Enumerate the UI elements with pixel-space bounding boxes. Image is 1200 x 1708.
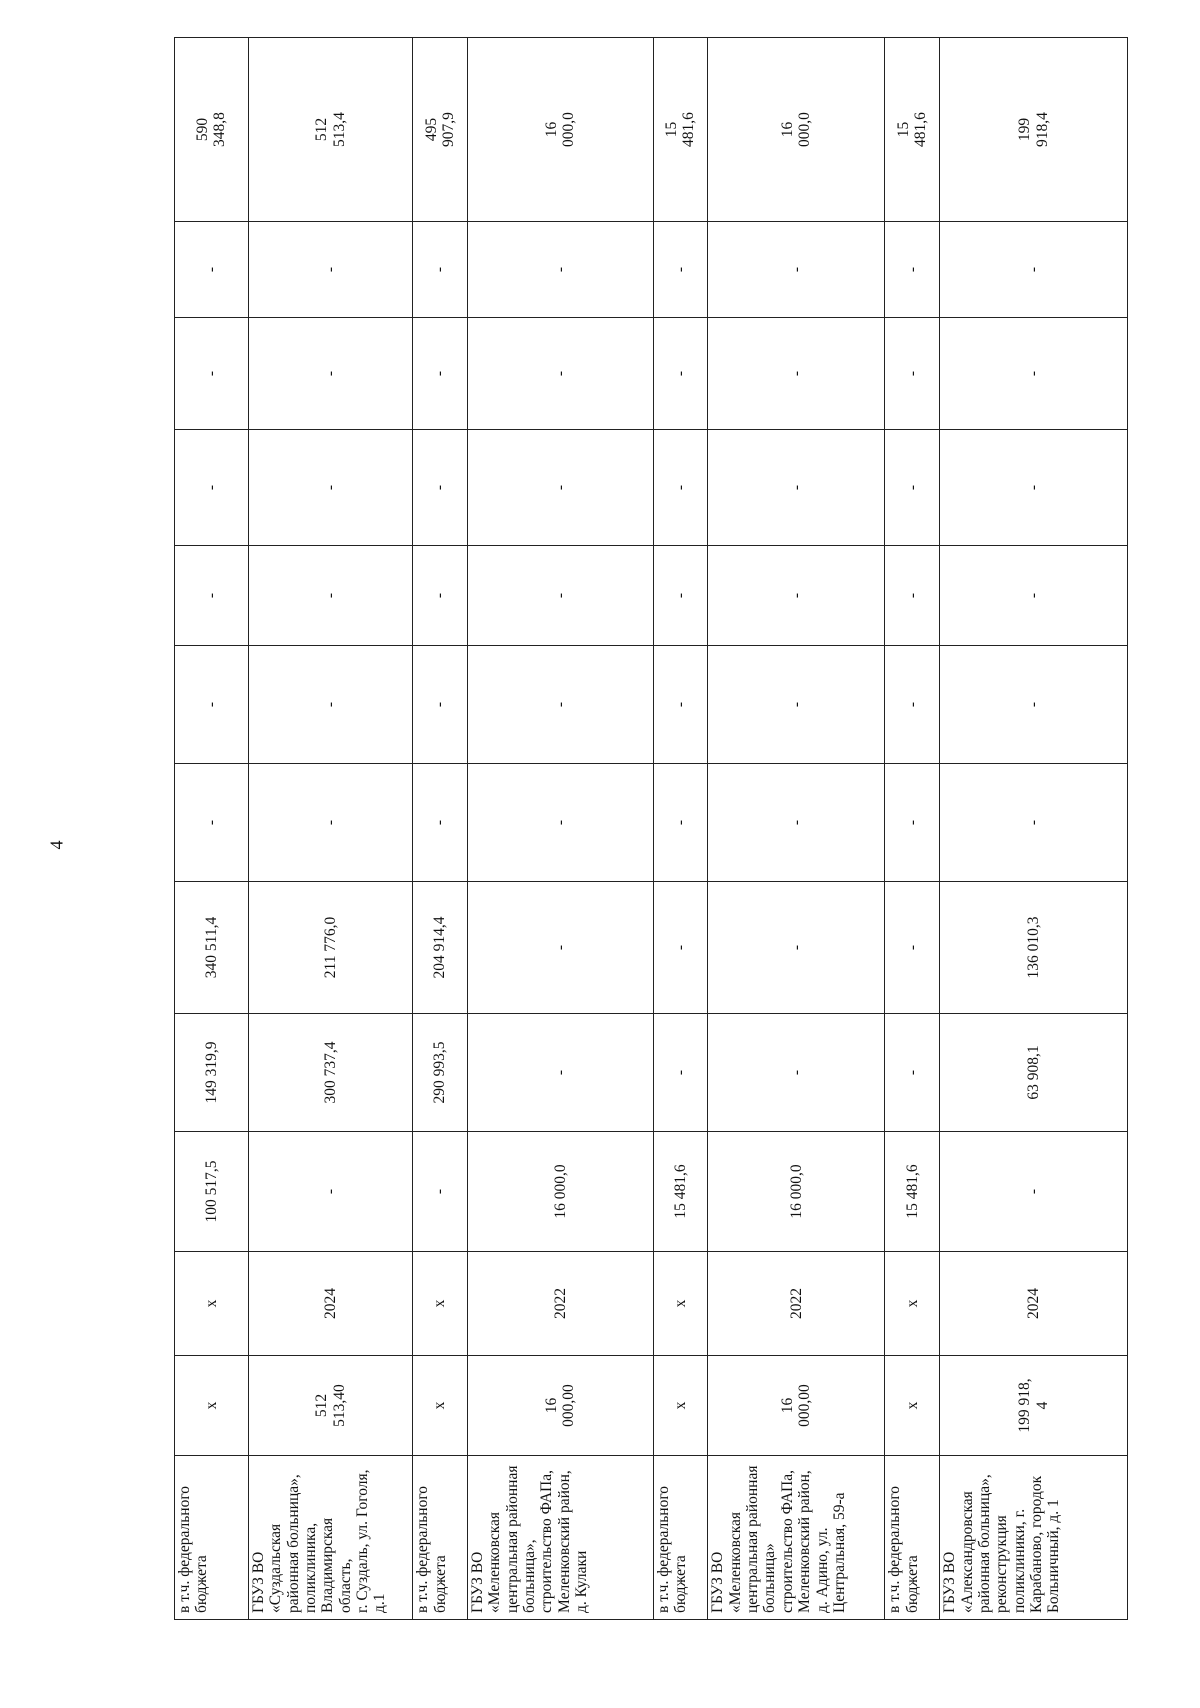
value-2024-cell [413,882,468,1014]
value-2024: 340 511,4 [202,916,220,979]
table-row [413,38,468,1620]
value-col-5: - [671,370,689,377]
total-cell [175,38,249,222]
value-col-4-cell [708,430,885,546]
value-col-4-cell [413,430,468,546]
object-name-cell [940,1456,1128,1620]
value-col-3: - [787,592,805,599]
value-col-6: - [202,266,220,273]
value-2024-cell [248,882,412,1014]
value-2023: - [551,1069,569,1076]
value-col-5: - [431,370,449,377]
value-col-5: - [903,370,921,377]
year-value: 2022 [551,1288,569,1319]
capacity-cell [885,1356,940,1456]
page-number: 4 [46,840,67,850]
value-col-4-cell [248,430,412,546]
value-2022: 100 517,5 [202,1160,220,1223]
value-col-3-cell [885,546,940,646]
value-col-5: - [551,370,569,377]
value-col-5-cell [468,318,654,430]
value-col-2-cell [175,646,249,764]
value-col-4-cell [885,430,940,546]
capacity-value: 199 918, 4 [1016,1378,1051,1433]
total-value: 512 513,4 [313,112,348,147]
year-value: 2022 [787,1288,805,1319]
year-cell [175,1252,249,1356]
object-name: в т.ч. федерального бюджета [414,1485,449,1613]
value-col-2-cell [248,646,412,764]
table-body [175,38,1128,1620]
value-col-6-cell [468,222,654,318]
year-value: х [431,1299,449,1308]
value-col-4-cell [175,430,249,546]
value-col-6-cell [653,222,708,318]
value-2023-cell [248,1014,412,1132]
capacity-cell [413,1356,468,1456]
value-col-2-cell [468,646,654,764]
value-2022-cell [248,1132,412,1252]
value-col-2-cell [940,646,1128,764]
total-value: 199 918,4 [1016,112,1051,147]
value-2023-cell [940,1014,1128,1132]
value-2023: 290 993,5 [431,1041,449,1104]
value-col-2-cell [413,646,468,764]
value-2022: 15 481,6 [671,1164,689,1219]
year-cell [468,1252,654,1356]
year-cell [708,1252,885,1356]
table-row [653,38,708,1620]
value-col-5: - [1024,370,1042,377]
object-name-cell [175,1456,249,1620]
value-col-2: - [321,701,339,708]
value-2023: 300 737,4 [321,1041,339,1104]
value-col-1: - [903,819,921,826]
value-col-4: - [1024,484,1042,491]
total-value: 15 481,6 [895,112,930,147]
value-col-6-cell [413,222,468,318]
value-2024-cell [653,882,708,1014]
value-col-6-cell [708,222,885,318]
value-col-3: - [202,592,220,599]
value-2023: 149 319,9 [202,1041,220,1104]
value-col-4: - [903,484,921,491]
object-name: ГБУЗ ВО «Меленковская центральная районная больница», строительство ФАПа, Меленковский район, д. Кулаки [469,1465,591,1613]
table-row [248,38,412,1620]
value-col-1: - [787,819,805,826]
total-value: 590 348,8 [194,112,229,147]
value-2023-cell [708,1014,885,1132]
value-col-4-cell [468,430,654,546]
total-cell [248,38,412,222]
table-row [885,38,940,1620]
value-col-3: - [1024,592,1042,599]
value-2022-cell [468,1132,654,1252]
value-col-3-cell [708,546,885,646]
object-name: в т.ч. федерального бюджета [654,1485,689,1613]
object-name-cell [885,1456,940,1620]
value-col-2: - [903,701,921,708]
value-2022-cell [885,1132,940,1252]
value-2022-cell [175,1132,249,1252]
total-cell [653,38,708,222]
value-col-1: - [671,819,689,826]
value-col-1-cell [708,764,885,882]
value-col-2-cell [885,646,940,764]
value-col-5: - [202,370,220,377]
object-name-cell [653,1456,708,1620]
year-cell [413,1252,468,1356]
value-2023: 63 908,1 [1024,1045,1042,1100]
value-2022: 15 481,6 [903,1164,921,1219]
value-col-3: - [903,592,921,599]
value-col-1: - [202,819,220,826]
capacity-cell [653,1356,708,1456]
value-col-6: - [671,266,689,273]
value-col-1-cell [248,764,412,882]
value-2024: - [903,944,921,951]
value-2024-cell [468,882,654,1014]
value-2023: - [903,1069,921,1076]
object-name: ГБУЗ ВО «Александровская районная больница», реконструкция поликлиники, г. Карабаново, городок Больничный, д. 1 [941,1474,1063,1613]
value-2024: 211 776,0 [321,916,339,979]
total-cell [885,38,940,222]
value-col-2-cell [708,646,885,764]
capacity-cell [708,1356,885,1456]
value-2022-cell [708,1132,885,1252]
value-col-5-cell [708,318,885,430]
value-col-4-cell [940,430,1128,546]
value-col-6: - [787,266,805,273]
object-name: ГБУЗ ВО «Меленковская центральная районная больница» строительство ФАПа, Меленковский район, д. Адино, ул. Центральная, 59-а [709,1465,848,1613]
year-value: х [903,1299,921,1308]
total-cell [413,38,468,222]
value-col-6: - [551,266,569,273]
object-name: в т.ч. федерального бюджета [176,1485,211,1613]
value-col-6: - [431,266,449,273]
capacity-value: 512 513,40 [313,1384,348,1427]
value-col-1: - [551,819,569,826]
value-2023: - [787,1069,805,1076]
value-2022-cell [653,1132,708,1252]
value-col-4: - [431,484,449,491]
value-2024: - [787,944,805,951]
table-row [708,38,885,1620]
value-col-6-cell [175,222,249,318]
value-2024-cell [885,882,940,1014]
value-2022: - [1024,1188,1042,1195]
value-col-6: - [321,266,339,273]
total-value: 15 481,6 [663,112,698,147]
object-name: ГБУЗ ВО «Суздальская районная больница», поликлиника, Владимирская область, г. Суздаль, ул. Гоголя, д.1 [249,1469,389,1613]
total-value: 16 000,0 [779,112,814,147]
value-col-5-cell [653,318,708,430]
value-col-3: - [551,592,569,599]
value-col-1-cell [940,764,1128,882]
value-col-6-cell [248,222,412,318]
total-cell [940,38,1128,222]
value-col-3-cell [248,546,412,646]
value-2024-cell [708,882,885,1014]
object-name-cell [248,1456,412,1620]
capacity-value: х [431,1401,449,1410]
value-col-4: - [321,484,339,491]
value-col-4: - [671,484,689,491]
funding-table [174,37,1128,1620]
value-2022: - [321,1188,339,1195]
value-col-2: - [671,701,689,708]
value-col-2-cell [653,646,708,764]
value-col-5: - [787,370,805,377]
value-col-3: - [671,592,689,599]
total-value: 495 907,9 [422,112,458,147]
value-col-1: - [431,819,449,826]
capacity-value: 16 000,00 [542,1384,578,1427]
value-2023-cell [413,1014,468,1132]
value-col-1-cell [468,764,654,882]
object-name-cell [413,1456,468,1620]
value-2023: - [671,1069,689,1076]
value-2024-cell [175,882,249,1014]
value-col-1-cell [653,764,708,882]
value-col-4-cell [653,430,708,546]
table-row [175,38,249,1620]
capacity-value: 16 000,00 [779,1384,814,1427]
value-col-2: - [1024,701,1042,708]
value-2023-cell [175,1014,249,1132]
capacity-value: х [671,1401,689,1410]
value-2023-cell [468,1014,654,1132]
value-2023-cell [885,1014,940,1132]
table-row [940,38,1128,1620]
year-cell [885,1252,940,1356]
value-col-2: - [787,701,805,708]
value-col-2: - [431,701,449,708]
value-2022: - [431,1188,449,1195]
value-col-3-cell [468,546,654,646]
year-cell [653,1252,708,1356]
value-col-1: - [1024,819,1042,826]
value-2022: 16 000,0 [787,1164,805,1219]
value-col-1-cell [413,764,468,882]
capacity-cell [468,1356,654,1456]
total-cell [468,38,654,222]
capacity-value: х [202,1401,220,1410]
value-col-4: - [787,484,805,491]
value-2022-cell [413,1132,468,1252]
value-col-5: - [321,370,339,377]
table-row [468,38,654,1620]
value-2024-cell [940,882,1128,1014]
object-name-cell [468,1456,654,1620]
year-value: 2024 [1024,1288,1042,1319]
value-col-6-cell [940,222,1128,318]
value-col-4: - [202,484,220,491]
value-col-6: - [1024,266,1042,273]
value-2024: - [671,944,689,951]
value-col-4: - [551,484,569,491]
value-2022-cell [940,1132,1128,1252]
value-col-3: - [321,592,339,599]
year-value: х [202,1299,220,1308]
object-name-cell [708,1456,885,1620]
year-cell [248,1252,412,1356]
value-col-3-cell [940,546,1128,646]
value-2024: 204 914,4 [431,916,449,979]
value-col-3: - [431,592,449,599]
value-col-5-cell [175,318,249,430]
value-col-5-cell [248,318,412,430]
object-name: в т.ч. федерального бюджета [886,1485,921,1613]
capacity-cell [175,1356,249,1456]
capacity-cell [940,1356,1128,1456]
capacity-cell [248,1356,412,1456]
value-col-1-cell [885,764,940,882]
rotated-page [174,38,1128,1620]
year-value: 2024 [321,1288,339,1319]
value-2024: 136 010,3 [1024,916,1042,979]
value-2022: 16 000,0 [551,1164,569,1219]
value-2024: - [551,944,569,951]
year-cell [940,1252,1128,1356]
value-col-1-cell [175,764,249,882]
value-col-3-cell [175,546,249,646]
value-col-6-cell [885,222,940,318]
value-col-5-cell [940,318,1128,430]
value-col-5-cell [413,318,468,430]
value-col-3-cell [413,546,468,646]
value-col-1: - [321,819,339,826]
year-value: х [671,1299,689,1308]
capacity-value: х [903,1401,921,1410]
total-cell [708,38,885,222]
value-col-3-cell [653,546,708,646]
total-value: 16 000,0 [542,112,578,147]
value-2023-cell [653,1014,708,1132]
value-col-2: - [202,701,220,708]
value-col-6: - [903,266,921,273]
value-col-5-cell [885,318,940,430]
value-col-2: - [551,701,569,708]
